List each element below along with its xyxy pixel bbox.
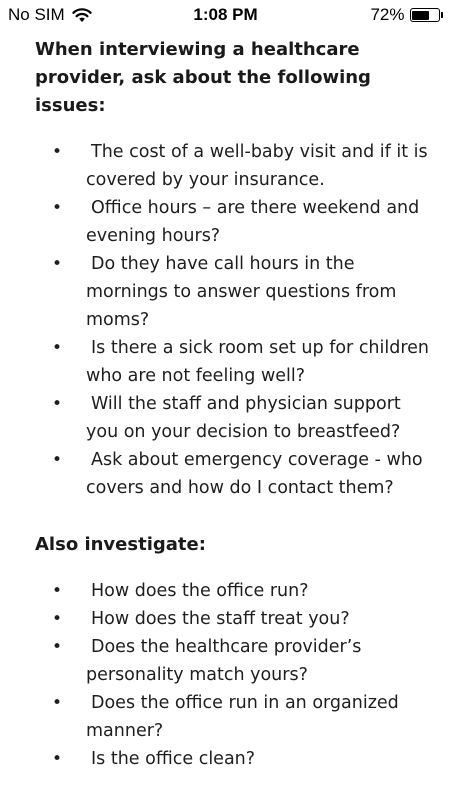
- list-item: [35, 633, 435, 689]
- list-item-text: Do they have call hours in the mornings to answer questions from moms?: [86, 254, 397, 330]
- bullet-icon: •: [52, 198, 63, 218]
- investigate-list: [35, 577, 435, 773]
- list-item-text: Office hours – are there weekend and evening hours?: [86, 198, 420, 246]
- list-item: [35, 390, 435, 446]
- battery-icon: [410, 8, 440, 22]
- bullet-icon: •: [52, 142, 63, 162]
- list-item-text: How does the office run?: [91, 581, 309, 601]
- list-item: [35, 138, 435, 194]
- list-item-text: Is the office clean?: [91, 749, 256, 769]
- list-item: [35, 446, 435, 502]
- status-bar: [0, 0, 451, 30]
- list-item-text: Does the healthcare provider’s personality match yours?: [86, 637, 362, 685]
- bullet-icon: •: [52, 609, 63, 629]
- list-item-text: The cost of a well-baby visit and if it is covered by your insurance.: [86, 142, 428, 190]
- battery-cap: [441, 12, 444, 18]
- bullet-icon: •: [52, 693, 63, 713]
- list-item-text: How does the staff treat you?: [91, 609, 350, 629]
- battery-fill: [412, 11, 429, 20]
- battery-area: [370, 5, 443, 25]
- list-item: [35, 250, 435, 334]
- carrier-label: No SIM: [8, 5, 65, 24]
- bullet-icon: •: [52, 450, 63, 470]
- list-item: [35, 577, 435, 605]
- list-item: [35, 334, 435, 390]
- battery-percent: 72%: [370, 5, 405, 24]
- section-heading-interview: When interviewing a healthcare provider, ask about the following issues:: [35, 39, 371, 116]
- bullet-icon: •: [52, 338, 63, 358]
- section-heading-also-investigate: Also investigate:: [35, 534, 206, 555]
- list-item-text: Will the staff and physician support you on your decision to breastfeed?: [86, 394, 401, 442]
- bullet-icon: •: [52, 394, 63, 414]
- article-content: [35, 36, 435, 773]
- bullet-icon: •: [52, 637, 63, 657]
- bullet-icon: •: [52, 749, 63, 769]
- bullet-icon: •: [52, 254, 63, 274]
- list-item-text: Ask about emergency coverage - who covers and how do I contact them?: [86, 450, 423, 498]
- list-item-text: Does the office run in an organized manner?: [86, 693, 399, 741]
- interview-questions-list: [35, 138, 435, 502]
- list-item: [35, 605, 435, 633]
- status-time: 1:08 PM: [193, 5, 258, 24]
- list-item: [35, 745, 435, 773]
- list-item: [35, 194, 435, 250]
- list-item-text: Is there a sick room set up for children who are not feeling well?: [86, 338, 430, 386]
- list-item: [35, 689, 435, 745]
- bullet-icon: •: [52, 581, 63, 601]
